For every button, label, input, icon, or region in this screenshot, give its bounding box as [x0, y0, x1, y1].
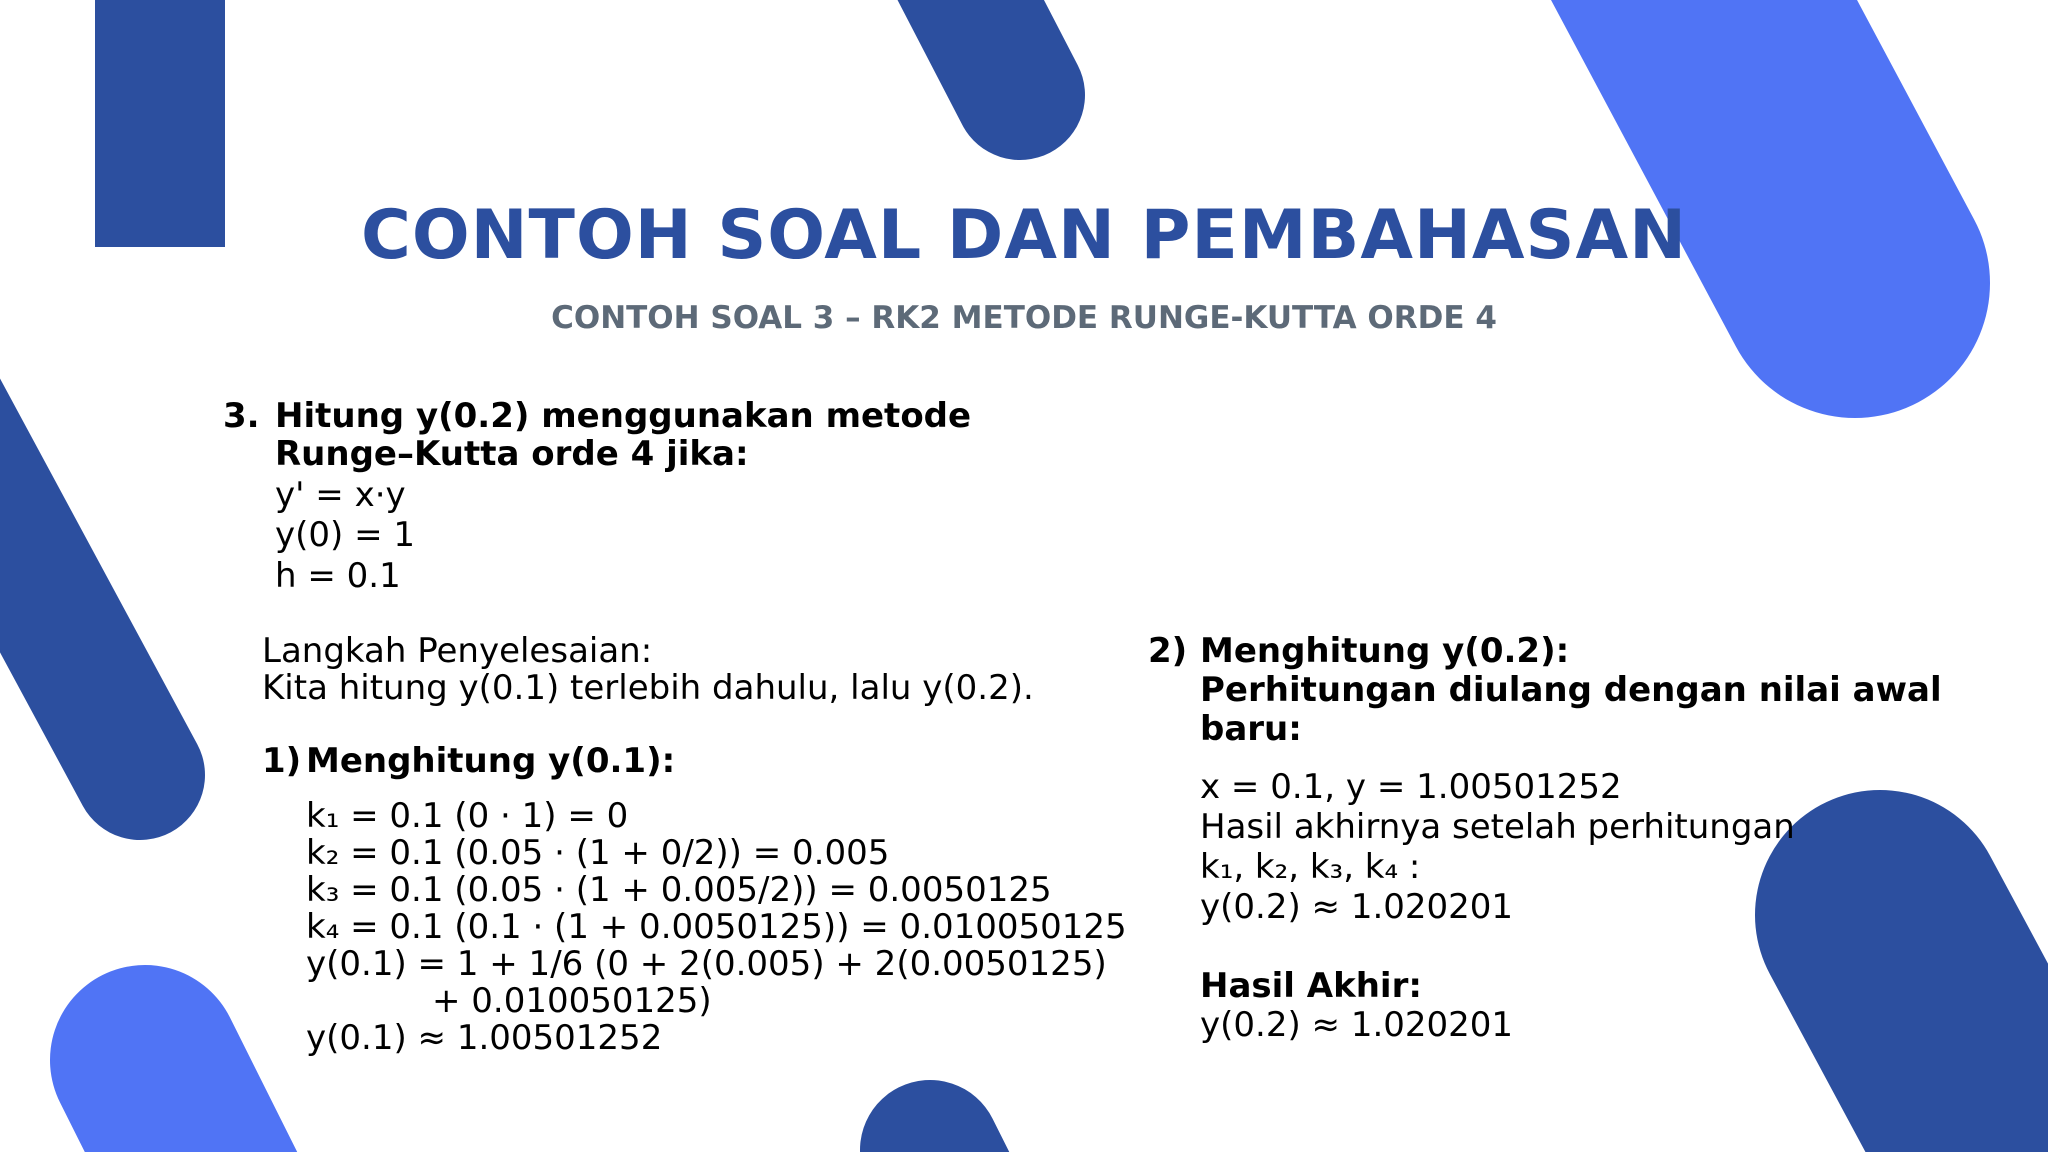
question-line-1: Hitung y(0.2) menggunakan metode: [275, 396, 972, 436]
final-result-heading: Hasil Akhir:: [1200, 966, 1422, 1006]
slide-title: CONTOH SOAL DAN PEMBAHASAN: [360, 196, 1688, 275]
steps-intro-text: Kita hitung y(0.1) terlebih dahulu, lalu y(0.2).: [262, 668, 1034, 708]
step2-number: 2): [1148, 631, 1188, 671]
y01-result-line: y(0.1) ≈ 1.00501252: [306, 1018, 663, 1058]
step2-subtitle-line-1: Perhitungan diulang dengan nilai awal: [1200, 670, 1942, 710]
deco-pill-bottom-left: [145, 1060, 240, 1152]
step2-initial-values: x = 0.1, y = 1.00501252: [1200, 767, 1622, 807]
k1-line: k₁ = 0.1 (0 · 1) = 0: [306, 796, 629, 836]
problem-number: 3.: [223, 396, 260, 436]
y01-formula-line: y(0.1) = 1 + 1/6 (0 + 2(0.005) + 2(0.0050125): [306, 944, 1107, 984]
given-initial-value: y(0) = 1: [275, 515, 416, 555]
deco-pill-left: [0, 330, 140, 775]
given-equation: y' = x·y: [275, 475, 406, 515]
k3-line: k₃ = 0.1 (0.05 · (1 + 0.005/2)) = 0.0050125: [306, 870, 1052, 910]
final-result-value: y(0.2) ≈ 1.020201: [1200, 1005, 1514, 1045]
y01-formula-continuation: + 0.010050125): [432, 981, 712, 1021]
step2-result-text: Hasil akhirnya setelah perhitungan: [1200, 807, 1795, 847]
steps-heading: Langkah Penyelesaian:: [262, 631, 653, 671]
step2-title: Menghitung y(0.2):: [1200, 631, 1570, 671]
deco-pill-bottom-right: [1880, 915, 2048, 1152]
deco-pill-top-center: [950, 0, 1020, 95]
question-line-2: Runge–Kutta orde 4 jika:: [275, 434, 749, 474]
step1-number: 1): [262, 741, 302, 781]
step2-y02-value: y(0.2) ≈ 1.020201: [1200, 887, 1514, 927]
slide-subtitle: CONTOH SOAL 3 – RK2 METODE RUNGE-KUTTA ORDE 4: [551, 300, 1497, 336]
step2-k-list: k₁, k₂, k₃, k₄ :: [1200, 847, 1421, 887]
step1-title: Menghitung y(0.1):: [306, 741, 676, 781]
given-step-size: h = 0.1: [275, 556, 401, 596]
k2-line: k₂ = 0.1 (0.05 · (1 + 0/2)) = 0.005: [306, 833, 890, 873]
k4-line: k₄ = 0.1 (0.1 · (1 + 0.0050125)) = 0.010050125: [306, 907, 1127, 947]
step2-subtitle-line-2: baru:: [1200, 709, 1302, 749]
